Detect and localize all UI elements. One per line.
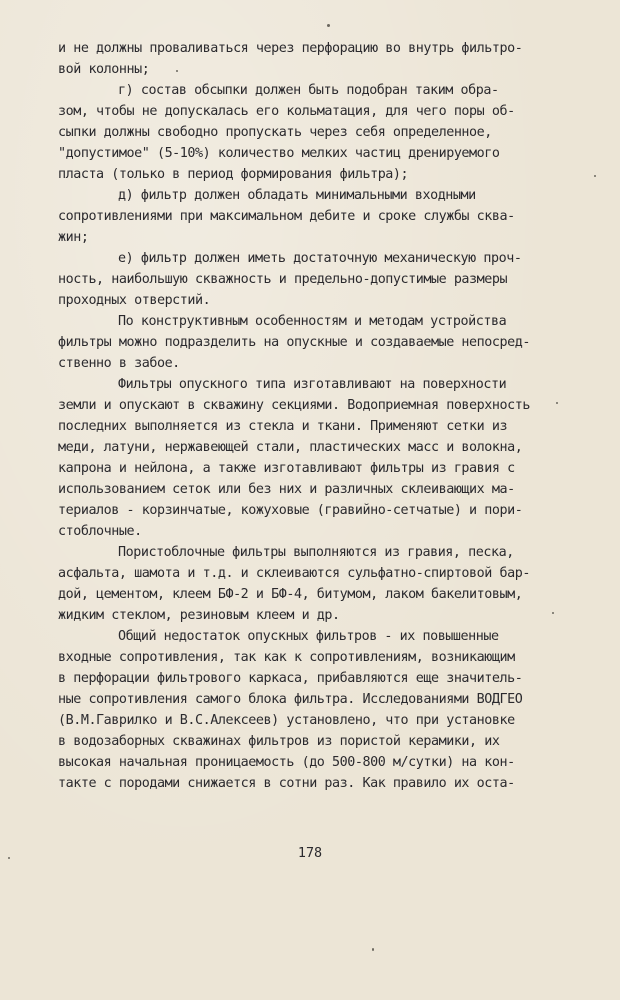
text-line: жин; bbox=[58, 230, 89, 245]
text-line: сыпки должны свободно пропускать через себя определенное, bbox=[58, 125, 492, 140]
text-line: земли и опускают в скважину секциями. Водоприемная поверхность bbox=[58, 398, 530, 413]
text-line: в водозаборных скважинах фильтров из пористой керамики, их bbox=[58, 734, 500, 749]
paper-speck bbox=[327, 24, 330, 27]
text-line: е) фильтр должен иметь достаточную механическую проч- bbox=[118, 251, 522, 266]
text-line: капрона и нейлона, а также изготавливают фильтры из гравия с bbox=[58, 461, 515, 476]
text-line: вой колонны; bbox=[58, 62, 150, 77]
text-line: ность, наибольшую скважность и предельно-допустимые размеры bbox=[58, 272, 508, 287]
paper-speck bbox=[594, 175, 596, 177]
text-line: меди, латуни, нержавеющей стали, пластических масс и волокна, bbox=[58, 440, 523, 455]
text-line: такте с породами снижается в сотни раз. Как правило их оста- bbox=[58, 776, 515, 791]
text-line: ственно в забое. bbox=[58, 356, 180, 371]
text-line: По конструктивным особенностям и методам устройства bbox=[118, 314, 507, 329]
text-line: териалов - корзинчатые, кожуховые (гравийно-сетчатые) и пори- bbox=[58, 503, 523, 518]
page-number: 178 bbox=[297, 846, 323, 861]
text-line: Общий недостаток опускных фильтров - их повышенные bbox=[118, 629, 499, 644]
text-line: дой, цементом, клеем БФ-2 и БФ-4, битумом, лаком бакелитовым, bbox=[58, 587, 523, 602]
text-line: жидким стеклом, резиновым клеем и др. bbox=[58, 608, 340, 623]
text-line: Фильтры опускного типа изготавливают на поверхности bbox=[118, 377, 507, 392]
text-line: асфальта, шамота и т.д. и склеиваются сульфатно-спиртовой бар- bbox=[58, 566, 530, 581]
document-body bbox=[58, 38, 578, 794]
paper-speck bbox=[372, 948, 374, 951]
text-line: г) состав обсыпки должен быть подобран таким обра- bbox=[118, 83, 499, 98]
text-line: сопротивлениями при максимальном дебите и сроке службы сква- bbox=[58, 209, 515, 224]
text-line: "допустимое" (5-10%) количество мелких частиц дренируемого bbox=[58, 146, 500, 161]
text-line: ные сопротивления самого блока фильтра. Исследованиями ВОДГЕО bbox=[58, 692, 523, 707]
text-line: высокая начальная проницаемость (до 500-800 м/сутки) на кон- bbox=[58, 755, 515, 770]
text-line: Пористоблочные фильтры выполняются из гравия, песка, bbox=[118, 545, 514, 560]
text-line: входные сопротивления, так как к сопротивлениям, возникающим bbox=[58, 650, 515, 665]
text-line: стоблочные. bbox=[58, 524, 142, 539]
text-line: (В.М.Гаврилко и В.С.Алексеев) установлено, что при установке bbox=[58, 713, 515, 728]
text-line: использованием сеток или без них и различных склеивающих ма- bbox=[58, 482, 515, 497]
text-line: в перфорации фильтрового каркаса, прибавляются еще значитель- bbox=[58, 671, 523, 686]
text-line: и не должны проваливаться через перфорацию во внутрь фильтро- bbox=[58, 41, 523, 56]
text-line: проходных отверстий. bbox=[58, 293, 211, 308]
text-line: последних выполняется из стекла и ткани. Применяют сетки из bbox=[58, 419, 508, 434]
text-line: д) фильтр должен обладать минимальными входными bbox=[118, 188, 476, 203]
text-line: пласта (только в период формирования фильтра); bbox=[58, 167, 409, 182]
text-line: зом, чтобы не допускалась его кольматация, для чего поры об- bbox=[58, 104, 515, 119]
text-line: фильтры можно подразделить на опускные и создаваемые непосред- bbox=[58, 335, 530, 350]
